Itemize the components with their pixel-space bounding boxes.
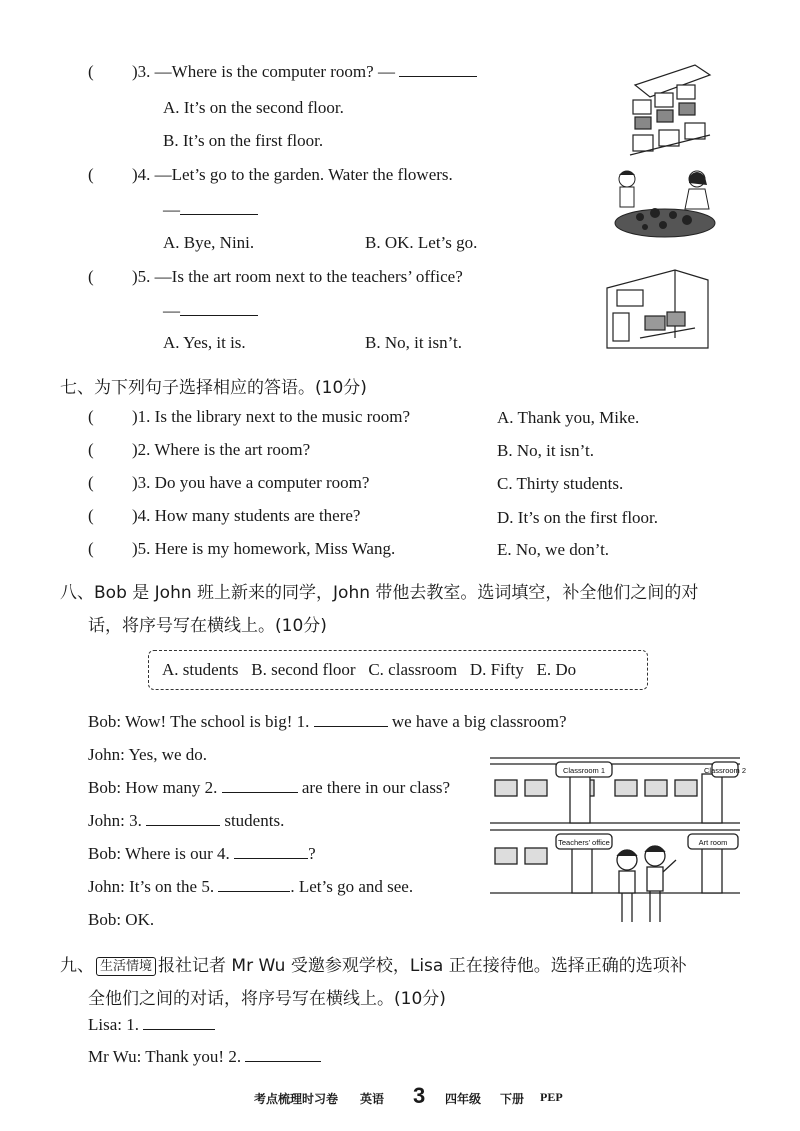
option-a: A. Yes, it is. [163,333,246,352]
section-8-title-line2: 话，将序号写在横线上。(10分) [88,616,327,636]
dialogue-line: John: It’s on the 5. . Let’s go and see. [88,877,414,896]
answer-paren[interactable]: ( [88,62,94,81]
answer-blank[interactable] [234,844,308,859]
dialogue-line: Bob: How many 2. are there in our class? [88,778,451,797]
question-text: )5. —Is the art room next to the teachers’ office? [132,267,463,286]
answer-paren[interactable]: ( [88,440,94,459]
page-number: 3 [413,1083,426,1108]
label-teachers-office: Teachers’ office [558,838,610,847]
garden-kids-illustration [605,165,720,245]
question-text: )3. Do you have a computer room? [132,473,370,492]
label-art-room: Art room [698,838,728,847]
footer-edition: PEP [540,1090,563,1104]
dialogue-line: Bob: Where is our 4. ? [88,844,316,863]
answer-paren[interactable]: ( [88,267,94,286]
answer-paren[interactable]: ( [88,506,94,525]
footer-subject: 英语 [360,1092,385,1106]
label-classroom-2: Classroom 2 [703,766,747,775]
option-b: B. It’s on the first floor. [163,131,324,150]
answer-paren[interactable]: ( [88,539,94,558]
section-8-title-line1: 八、Bob 是 John 班上新来的同学，John 带他去教室。选词填空，补全他们之间的对 [60,583,699,603]
art-room-illustration [605,268,710,353]
question-text: )4. How many students are there? [132,506,361,525]
section-9-title-line2: 全他们之间的对话，将序号写在横线上。(10分) [88,989,446,1009]
answer-blank[interactable] [218,877,290,892]
footer-grade: 四年级 [445,1092,482,1106]
question-text: )5. Here is my homework, Miss Wang. [132,539,396,558]
answer-blank[interactable] [180,200,258,215]
dialogue-line: Lisa: 1. [88,1015,215,1035]
answer-blank[interactable] [399,62,477,77]
answer-option: A. Thank you, Mike. [497,408,640,427]
question-text: )1. Is the library next to the music room? [132,407,411,426]
footer-term: 下册 [500,1092,525,1106]
option-b: B. No, it isn’t. [365,333,462,352]
context-tag: 生活情境 [96,957,156,976]
school-building-illustration [490,750,747,930]
section-7-title: 七、为下列句子选择相应的答语。(10分) [60,378,367,398]
label-classroom-1: Classroom 1 [562,766,606,775]
answer-paren[interactable]: ( [88,473,94,492]
answer-blank[interactable] [180,301,258,316]
dialogue-line: John: Yes, we do. [88,745,208,764]
answer-blank[interactable] [314,712,388,727]
answer-blank[interactable] [222,778,298,793]
answer-option: D. It’s on the first floor. [497,508,659,527]
option-a: A. Bye, Nini. [163,233,255,252]
answer-paren[interactable]: ( [88,407,94,426]
option-b: B. OK. Let’s go. [365,233,478,252]
section-9-title-line1: 九、 生活情境 报社记者 Mr Wu 受邀参观学校，Lisa 正在接待他。选择正确的选项补 [60,956,687,976]
answer-option: C. Thirty students. [497,474,624,493]
footer-series: 考点梳理时习卷 [254,1092,339,1106]
question-text: )3. —Where is the computer room? — [132,62,477,82]
answer-option: B. No, it isn’t. [497,441,594,460]
reply-line: — [163,301,258,321]
dialogue-line: Bob: OK. [88,910,155,929]
answer-blank[interactable] [245,1047,321,1062]
computer-room-illustration [625,55,715,160]
dialogue-line: Bob: Wow! The school is big! 1. we have a big classroom? [88,712,567,731]
reply-line: — [163,200,258,220]
dialogue-line: Mr Wu: Thank you! 2. [88,1047,321,1067]
dialogue-line: John: 3. students. [88,811,285,830]
word-bank-text: A. students B. second floor C. classroom D. Fifty E. Do [162,660,577,679]
question-text: )4. —Let’s go to the garden. Water the flowers. [132,165,453,184]
answer-blank[interactable] [146,811,220,826]
answer-paren[interactable]: ( [88,165,94,184]
answer-blank[interactable] [143,1015,215,1030]
option-a: A. It’s on the second floor. [163,98,344,117]
answer-option: E. No, we don’t. [497,540,610,559]
question-text: )2. Where is the art room? [132,440,311,459]
